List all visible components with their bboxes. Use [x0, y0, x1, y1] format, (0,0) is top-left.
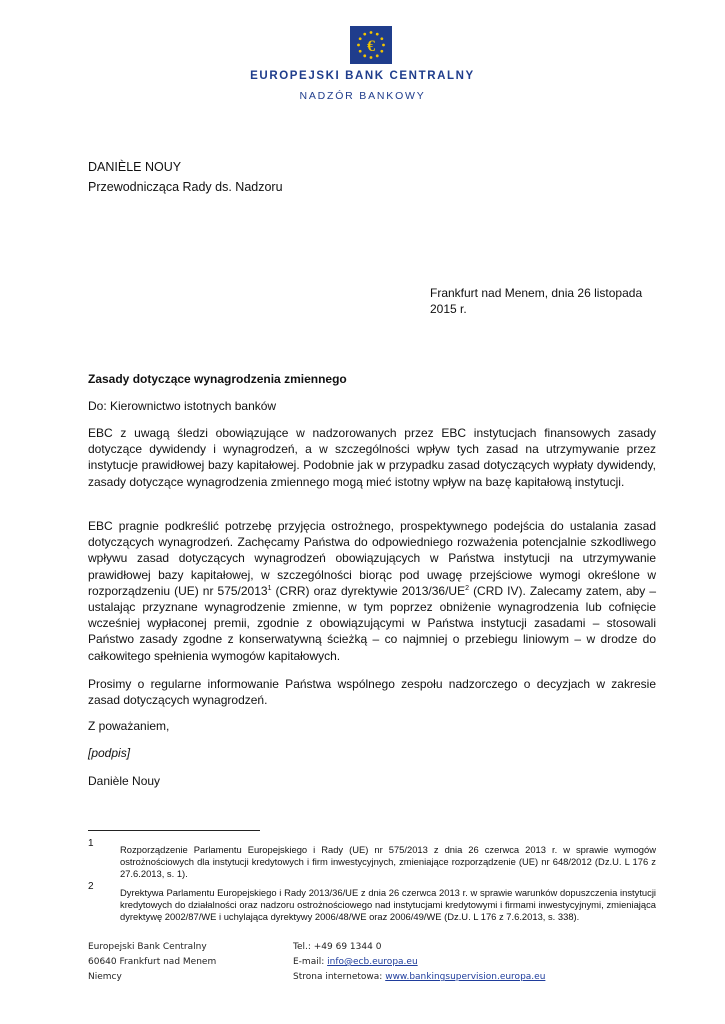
logo-star: [363, 54, 366, 57]
paragraph-2-part-c: (CRD IV). Zalecamy zatem, aby – ustalając przyznane wynagrodzenie zmienne, w tym poprzez obniżenie wynagrodzenia lub cofnięcie wcześniej wypłaconej premii, zgodnie z obowiązującymi w Państwa instytucji zasadami – stosowali Państwo zasady zgodne z konserwatywną ścieżką – co najmniej o przebiegu liniowym – w drodze do całkowitego spełnienia wymogów kapitałowych.: [88, 583, 657, 663]
footer-address-line-1: Europejski Bank Centralny: [88, 942, 207, 952]
footnote-2-number: 2: [88, 881, 94, 892]
paragraph-2-part-a: EBC pragnie podkreślić potrzebę przyjęcia ostrożnego, prospektywnego podejścia do ustalania zasad dotyczących wynagrodzeń. Zachęcamy Państwa do odpowiedniego rozważenia potencjalnie szkodliwego wpływu zasad dotyczących wynagrodzeń obowiązujących w Państwa instytucji na utrzymywanie prawidłowej bazy kapitałowej, w szczególności biorąc pod uwagę przejściowe wymogi określone w rozporządzeniu (UE) nr 575/2013: [88, 519, 656, 598]
body-paragraph-2: [88, 518, 656, 664]
footnote-separator: [88, 830, 260, 831]
logo-star: [357, 44, 360, 47]
logo-star: [359, 50, 362, 53]
footer-address-line-2: 60640 Frankfurt nad Menem: [88, 957, 217, 967]
footnote-ref-1: 1: [267, 584, 272, 592]
signature-placeholder: [podpis]: [88, 746, 131, 760]
logo-star: [376, 54, 379, 57]
signatory-name: Danièle Nouy: [88, 774, 161, 788]
footer-website-link[interactable]: www.bankingsupervision.europa.eu: [385, 972, 546, 982]
footnote-2-text: Dyrektywa Parlamentu Europejskiego i Rady 2013/36/UE z dnia 26 czerwca 2013 r. w sprawie warunków dopuszczenia instytucji kredytowych do działalności oraz nadzoru ostrożnościowego nad instytucjami kredytowymi i firmami inwestycyjnymi, zmieniająca dyrektywę 2002/87/WE i uchylająca dyrektywy 2006/48/WE oraz 2006/49/WE (Dz.U. L 176 z 7.6.2013, s. 338).: [120, 887, 656, 922]
logo-star: [359, 37, 362, 40]
body-paragraph-1: EBC z uwagą śledzi obowiązujące w nadzorowanych przez EBC instytucjach finansowych zasady dotyczące dywidendy i wynagrodzeń, a w szczególności wpływ tych zasad na utrzymywanie przez instytucje prawidłowej bazy kapitałowej. Podobnie jak w przypadku zasad dotyczących wypłaty dywidendy, zasady dotyczące wynagrodzenia zmiennego mogą mieć istotny wpływ na bazę kapitałową instytucji.: [88, 426, 656, 489]
logo-star: [363, 33, 366, 36]
paragraph-2-part-b: (CRR) oraz dyrektywie 2013/36/UE: [271, 583, 466, 598]
logo-star: [376, 33, 379, 36]
footnote-1-text: Rozporządzenie Parlamentu Europejskiego i Rady (UE) nr 575/2013 z dnia 26 czerwca 2013 r. w sprawie wymogów ostrożnościowych dla instytucji kredytowych i firm inwestycyjnych, zmieniające rozporządzenie (UE) nr 648/2012 (Dz.U. L 176 z 27.6.2013, s. 1).: [120, 844, 656, 879]
footer-contact: [293, 940, 545, 985]
department-name: NADZÓR BANKOWY: [299, 90, 426, 102]
sender-name: DANIÈLE NOUY: [88, 160, 182, 174]
footer-address: [88, 940, 216, 985]
logo-star: [370, 56, 373, 59]
sender-block: [88, 157, 283, 197]
footer-website-row: [293, 970, 545, 985]
sender-title: Przewodnicząca Rady ds. Nadzoru: [88, 180, 283, 194]
logo-star: [380, 37, 383, 40]
letter-recipient: Do: Kierownictwo istotnych banków: [88, 399, 277, 413]
bank-name: EUROPEJSKI BANK CENTRALNY: [250, 70, 475, 82]
footer-email-link[interactable]: info@ecb.europa.eu: [327, 957, 418, 967]
closing-salutation: Z poważaniem,: [88, 719, 170, 733]
logo-star: [380, 50, 383, 53]
letter-date: Frankfurt nad Menem, dnia 26 listopada 2015 r.: [430, 286, 643, 316]
footnote-ref-2: 2: [465, 584, 470, 592]
euro-symbol: €: [367, 38, 375, 55]
footnote-1-number: 1: [88, 838, 94, 849]
letter-subject: Zasady dotyczące wynagrodzenia zmiennego: [88, 372, 347, 386]
footer-phone: Tel.: +49 69 1344 0: [293, 942, 382, 952]
logo-star: [370, 31, 373, 34]
footer-website-label: Strona internetowa:: [293, 972, 386, 982]
body-paragraph-3: Prosimy o regularne informowanie Państwa wspólnego zespołu nadzorczego o decyzjach w zakresie zasad dotyczących wynagrodzeń.: [88, 677, 656, 708]
footer-address-line-3: Niemcy: [88, 972, 122, 982]
ecb-logo: [350, 26, 392, 64]
logo-star: [382, 44, 385, 47]
footer-email-label: E-mail:: [293, 957, 328, 967]
footer-email-row: [293, 955, 545, 970]
